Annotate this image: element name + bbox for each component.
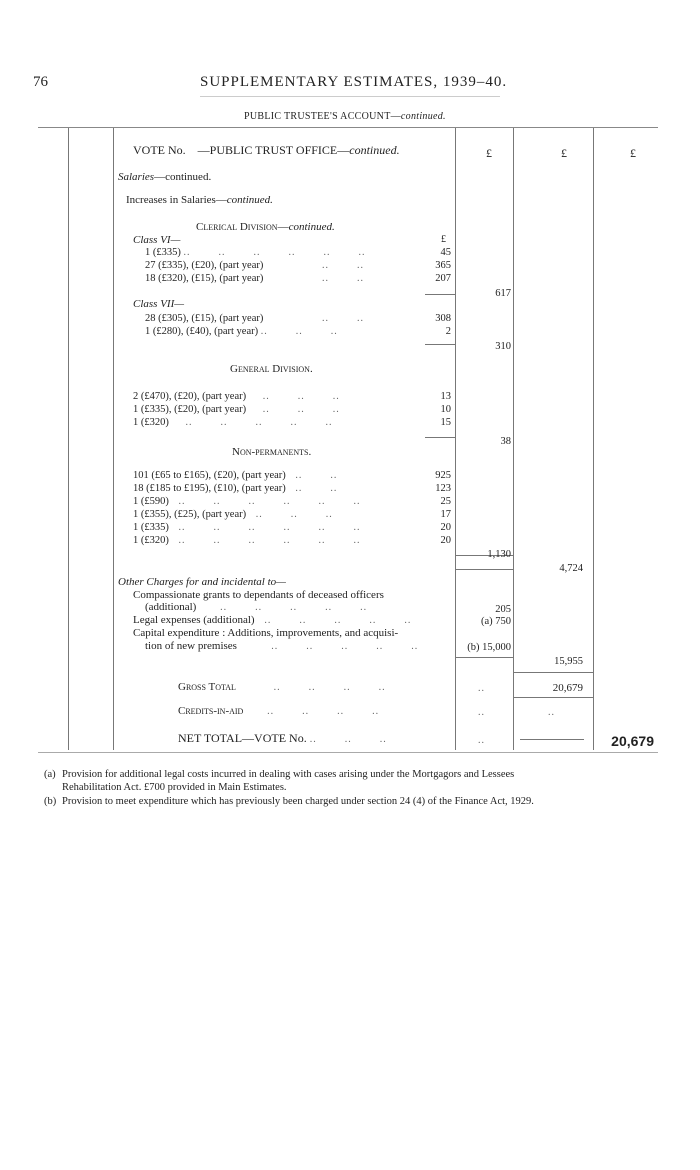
- list-amount: 13: [440, 391, 451, 402]
- other-charges-subtotal: 15,955: [554, 656, 583, 667]
- net-total-label: NET TOTAL—VOTE No. .. .. ..: [178, 731, 387, 745]
- class-vi-subtotal: 617: [495, 288, 511, 299]
- list-item: 1 (£320) .. .. .. .. ..: [133, 417, 333, 428]
- list-item: 18 (£320), (£15), (part year) .. ..: [145, 273, 364, 284]
- section-subtitle: PUBLIC TRUSTEE'S ACCOUNT—continued.: [244, 111, 446, 122]
- net-total-dots: ..: [478, 735, 485, 746]
- list-amount: 925: [435, 470, 451, 481]
- list-item: 101 (£65 to £165), (£20), (part year) .. ..: [133, 470, 338, 481]
- list-amount: 20: [440, 522, 451, 533]
- list-item: 18 (£185 to £195), (£10), (part year) .. ..: [133, 483, 338, 494]
- table-inner-left-border: [113, 128, 114, 750]
- gross-total-dots: ..: [478, 683, 485, 694]
- table-bottom-rule: [38, 752, 658, 753]
- footnote-b-line1: Provision to meet expenditure which has previously been charged under section 24 (4) of the Finance Act, 1929.: [62, 796, 534, 807]
- credits-dots: ..: [478, 707, 485, 718]
- page-title: SUPPLEMENTARY ESTIMATES, 1939–40.: [200, 74, 508, 90]
- list-item: 1 (£590) .. .. .. .. .. ..: [133, 496, 361, 507]
- list-item: 1 (£355), (£25), (part year) .. .. ..: [133, 509, 333, 520]
- inner-currency: £: [441, 234, 446, 245]
- non-permanents-heading: Non-permanents.: [232, 446, 312, 458]
- credits-in-aid-label: Credits-in-aid .. .. .. ..: [178, 705, 380, 717]
- title-rule: [200, 96, 500, 97]
- list-item: 1 (£320) .. .. .. .. .. ..: [133, 535, 361, 546]
- table-top-rule: [38, 127, 658, 128]
- currency-header-3: £: [630, 146, 636, 160]
- list-item: 1 (£335), (£20), (part year) .. .. ..: [133, 404, 340, 415]
- page-number: 76: [33, 74, 48, 90]
- currency-header-1: £: [486, 146, 492, 160]
- list-amount: (a) 750: [480, 616, 511, 627]
- list-item: 1 (£335) .. .. .. .. .. ..: [133, 522, 361, 533]
- list-item: (additional) .. .. .. .. ..: [145, 601, 368, 613]
- list-item: tion of new premises .. .. .. .. ..: [145, 640, 419, 652]
- net-total-dash: [520, 739, 584, 740]
- list-amount: 205: [495, 604, 511, 615]
- list-amount: 25: [440, 496, 451, 507]
- non-permanents-subtotal: 1,130: [487, 549, 511, 560]
- class-vii-subtotal: 310: [495, 341, 511, 352]
- gross-total-value: 20,679: [552, 682, 583, 694]
- footnote-a-line1: Provision for additional legal costs incurred in dealing with cases arising under the Mortgagors and Lessees: [62, 769, 515, 780]
- class-vi-label: Class VI—: [133, 234, 181, 246]
- currency-header-2: £: [561, 146, 567, 160]
- subtotal-rule: [513, 697, 593, 698]
- list-item: 1 (£335) .. .. .. .. .. ..: [145, 247, 366, 258]
- list-amount: 17: [440, 509, 451, 520]
- list-amount: 207: [435, 273, 451, 284]
- list-item: 27 (£335), (£20), (part year) .. ..: [145, 260, 364, 271]
- list-amount: 2: [445, 326, 451, 337]
- list-amount: (b) 15,000: [467, 642, 511, 653]
- vote-heading: VOTE No. —PUBLIC TRUST OFFICE—continued.: [133, 143, 400, 157]
- list-item: Capital expenditure : Additions, improvements, and acquisi-: [133, 627, 399, 639]
- footnote-a-marker: (a): [44, 769, 56, 780]
- credits-in-aid-value: ..: [548, 707, 555, 718]
- subtotal-rule: [425, 344, 455, 345]
- net-total-value: 20,679: [611, 733, 654, 749]
- list-amount: 20: [440, 535, 451, 546]
- list-item: Legal expenses (additional) .. .. .. .. ..: [133, 614, 412, 626]
- list-amount: 15: [440, 417, 451, 428]
- list-amount: 123: [435, 483, 451, 494]
- subtotal-rule: [455, 657, 513, 658]
- list-item: Compassionate grants to dependants of deceased officers: [133, 589, 384, 601]
- salaries-label: Salaries—continued.: [118, 171, 212, 183]
- list-amount: 365: [435, 260, 451, 271]
- gross-total-label: Gross Total .. .. .. ..: [178, 681, 386, 693]
- list-amount: 45: [440, 247, 451, 258]
- general-division-heading: General Division.: [230, 363, 313, 375]
- footnote-a-line2: Rehabilitation Act. £700 provided in Main Estimates.: [62, 782, 287, 793]
- clerical-division-heading: Clerical Division—continued.: [196, 221, 335, 233]
- list-item: 2 (£470), (£20), (part year) .. .. ..: [133, 391, 340, 402]
- subtotal-rule: [455, 569, 513, 570]
- class-vii-label: Class VII—: [133, 298, 185, 310]
- list-item: 1 (£280), (£40), (part year) .. .. ..: [145, 326, 338, 337]
- footnote-b-marker: (b): [44, 796, 57, 807]
- general-division-subtotal: 38: [500, 436, 511, 447]
- table-left-border: [68, 128, 69, 750]
- list-amount: 308: [435, 313, 451, 324]
- col3-border: [593, 128, 594, 750]
- other-charges-heading: Other Charges for and incidental to—: [118, 576, 286, 588]
- list-item: 28 (£305), (£15), (part year) .. ..: [145, 313, 364, 324]
- increases-label: Increases in Salaries—continued.: [126, 194, 273, 206]
- salaries-total: 4,724: [559, 563, 583, 574]
- subtotal-rule: [425, 437, 455, 438]
- subtotal-rule: [425, 294, 455, 295]
- col2-border: [513, 128, 514, 750]
- list-amount: 10: [440, 404, 451, 415]
- subtotal-rule: [513, 672, 593, 673]
